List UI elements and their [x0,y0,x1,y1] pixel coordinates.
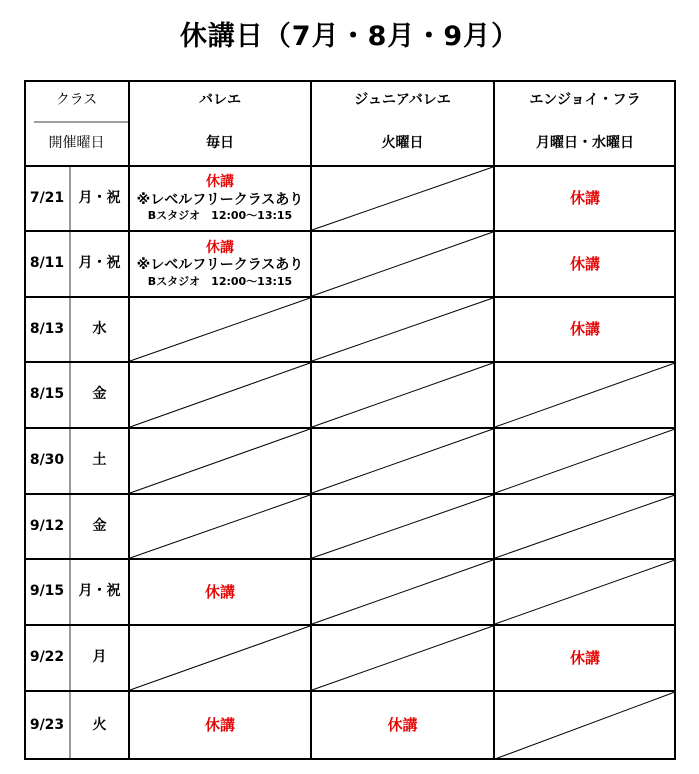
row-date: 8/11 [29,255,65,272]
hula-cell-closed: 休講 [569,648,600,667]
holiday-table [24,80,676,760]
note-line2: Bスタジオ 12:00～13:15 [147,209,293,223]
row-day: 月 [92,649,107,666]
hula-cell-closed: 休講 [569,320,600,339]
ballet-cell-closed: 休講 [204,582,235,601]
row-date: 9/22 [29,649,65,666]
col-junior-ballet-days: 火曜日 [381,135,424,152]
col-ballet-days: 毎日 [206,135,234,152]
row-day: 金 [92,386,107,403]
row-date: 9/12 [29,517,65,534]
col-hula-days: 月曜日・水曜日 [536,135,634,152]
row-day: 土 [92,452,107,469]
row-day: 水 [92,320,107,337]
row-day: 月・祝 [78,583,121,600]
day-header-label: 開催曜日 [48,135,105,152]
row-day: 火 [92,716,107,733]
ballet-cell-closed-with-note [129,231,311,297]
note-line1: ※レベルフリークラスあり [136,257,304,274]
col-ballet-name: バレエ [199,92,241,109]
row-day: 金 [92,517,107,534]
ballet-cell-closed: 休講 [204,716,235,735]
row-day: 月・祝 [78,255,121,272]
note-line1: ※レベルフリークラスあり [136,191,304,208]
row-date: 8/15 [29,386,65,403]
row-date: 8/30 [29,452,65,469]
hula-cell-closed: 休講 [569,254,600,273]
closed-label: 休講 [206,174,234,191]
row-date: 9/23 [29,716,65,733]
col-hula-name: エンジョイ・フラ [529,92,641,109]
closed-label: 休講 [206,239,234,256]
row-date: 7/21 [29,189,65,206]
note-line2: Bスタジオ 12:00～13:15 [147,274,293,288]
hula-cell-closed: 休講 [569,189,600,208]
row-day: 月・祝 [78,189,121,206]
col-junior-ballet-name: ジュニアバレエ [354,92,451,109]
page-title: 休講日（7月・8月・9月） [179,21,520,52]
row-date: 8/13 [29,320,65,337]
class-header-label: クラス [55,92,98,109]
junior-ballet-cell-closed: 休講 [387,716,418,735]
row-date: 9/15 [29,583,65,600]
ballet-cell-closed-with-note [129,166,311,231]
